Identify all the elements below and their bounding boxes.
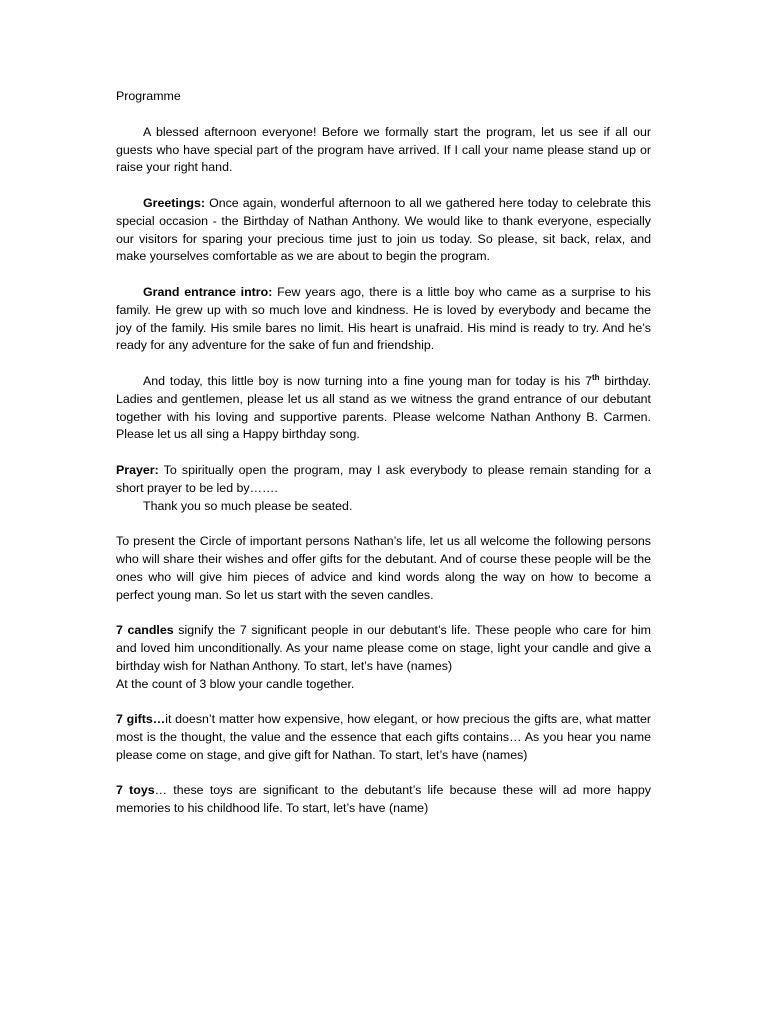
document-title: Programme [116, 89, 181, 103]
toys-text: … these toys are significant to the debutant’s life because these will ad more happy memories to his childhood life. To start, let’s have (name) [116, 783, 651, 816]
candles-text: signify the 7 significant people in our debutant’s life. These people who care for him and loved him unconditionally. As your name please come on stage, light your candle and give a birthday wish for Nathan Anthony. To start, let’s have (names) [116, 623, 652, 673]
birthday-text-before: And today, this little boy is now turning into a fine young man for today is his 7 [143, 373, 593, 388]
gifts-paragraph [116, 711, 651, 764]
circle-paragraph: To present the Circle of important persons Nathan’s life, let us all welcome the following persons who will share their wishes and offer gifts for the debutant. And of course these people will be the ones who will give him pieces of advice and kind words along the way on how to become a perfect young man. So let us start with the seven candles. [116, 534, 651, 602]
ordinal-suffix: th [592, 372, 600, 382]
greetings-text: Once again, wonderful afternoon to all we gathered here today to celebrate this special occasion - the Birthday of Nathan Anthony. We would like to thank everyone, especially our visitors for sparing your precious time just to join us today. So please, sit back, relax, and make yourselves comfortable as we are about to begin the program. [116, 195, 651, 264]
birthday-text-after: birthday. Ladies and gentlemen, please let us all stand as we witness the grand entrance of our debutant together with his loving and supportive parents. Please welcome Nathan Anthony B. Carmen. Please let us all sing a Happy birthday song. [116, 373, 652, 442]
opening-paragraph: A blessed afternoon everyone! Before we formally start the program, let us see if all our guests who have special part of the program have arrived. If I call your name please stand up or raise your right hand. [116, 124, 651, 175]
grand-entrance-label: Grand entrance intro: [143, 284, 273, 299]
gifts-text: it doesn’t matter how expensive, how elegant, or how precious the gifts are, what matter most is the thought, the value and the essence that each gifts contains… As you hear you name please come on stage, and give gift for Nathan. To start, let’s have (names) [116, 712, 651, 762]
candles-paragraph [116, 622, 651, 675]
prayer-paragraph [116, 462, 651, 498]
grand-entrance-text: Few years ago, there is a little boy who came as a surprise to his family. He grew up with so much love and kindness. He is loved by everybody and became the joy of the family. His smile bares no limit. His heart is unafraid. His mind is ready to try. And he’s ready for any adventure for the sake of fun and friendship. [116, 284, 651, 353]
candles-count-line: At the count of 3 blow your candle together. [116, 676, 355, 691]
prayer-thanks-line: Thank you so much please be seated. [143, 498, 353, 513]
toys-label: 7 toys [116, 783, 155, 798]
toys-paragraph [116, 782, 651, 818]
prayer-label: Prayer: [116, 462, 159, 477]
birthday-paragraph [116, 373, 651, 444]
greetings-label: Greetings: [143, 195, 205, 210]
candles-label: 7 candles [116, 623, 174, 638]
gifts-label: 7 gifts… [116, 712, 166, 727]
document-page [116, 88, 651, 836]
prayer-text: To spiritually open the program, may I ask everybody to please remain standing for a short prayer to be led by……. [116, 462, 651, 495]
greetings-paragraph [116, 195, 651, 266]
grand-entrance-paragraph [116, 284, 651, 355]
